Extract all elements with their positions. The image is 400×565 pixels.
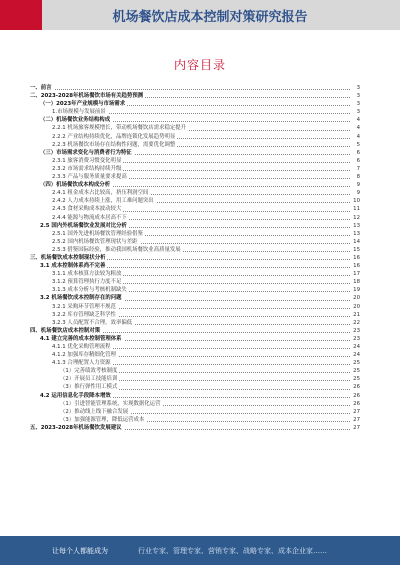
- footer-band: [0, 536, 400, 565]
- toc-entry-label: 2.4.4 能源与物流成本居高不下: [52, 214, 127, 221]
- toc-entry-page: 25: [350, 367, 360, 375]
- toc-entry-page: 16: [350, 254, 360, 262]
- toc-heading: 内容目录: [173, 58, 226, 72]
- toc-entry[interactable]: [30, 367, 360, 375]
- toc-entry-label: 4.2 运用信息化手段降本增效: [40, 392, 111, 399]
- toc-entry-label: 2.3.1 旅客消费习惯变化明显: [52, 157, 122, 164]
- toc-entry-page: 24: [350, 343, 360, 351]
- toc-entry-page: 26: [350, 383, 360, 391]
- toc-entry[interactable]: [30, 286, 360, 294]
- toc-entry[interactable]: [30, 116, 360, 124]
- toc-entry[interactable]: [30, 165, 360, 173]
- toc-entry-label: 3.1.1 成本核算方法较为粗放: [52, 271, 122, 278]
- toc-entry[interactable]: [30, 222, 360, 230]
- toc-entry-page: 3: [350, 100, 360, 108]
- toc-entry-page: 27: [350, 416, 360, 424]
- toc-entry[interactable]: [30, 214, 360, 222]
- toc-entry[interactable]: [30, 416, 360, 424]
- toc-entry-label: 一、前言: [30, 85, 52, 91]
- toc-entry[interactable]: [30, 149, 360, 157]
- toc-entry-label: 2.2.1 机场旅客规模增长，带动机场餐饮店需求稳定提升: [52, 125, 187, 132]
- toc-entry-page: 13: [350, 230, 360, 238]
- toc-entry-page: 19: [350, 286, 360, 294]
- toc-entry[interactable]: [30, 343, 360, 351]
- toc-entry-label: 2.3.3 产品与服务质量要求提高: [52, 174, 127, 181]
- toc-entry[interactable]: [30, 230, 360, 238]
- toc-entry[interactable]: [30, 181, 360, 189]
- toc-entry-label: 4.1.2 加强库存精细化管理: [52, 352, 116, 359]
- toc-entry-page: 18: [350, 278, 360, 286]
- toc-entry-label: （三）市场需求变化与消费者行为特征: [40, 149, 132, 156]
- toc-entry-page: 7: [350, 165, 360, 173]
- toc-entry-page: 27: [350, 408, 360, 416]
- toc-entry-label: 3.2 机场餐饮成本控制存在的问题: [40, 295, 122, 302]
- toc-entry[interactable]: [30, 124, 360, 132]
- toc-entry[interactable]: [30, 141, 360, 149]
- toc-entry-page: 10: [350, 197, 360, 205]
- toc-entry-label: 3.1.3 成本分析与考核机制缺失: [52, 287, 127, 294]
- toc-entry[interactable]: [30, 375, 360, 383]
- header-band: [0, 0, 400, 30]
- toc-entry-page: 27: [350, 424, 360, 432]
- toc-entry-label: （四）机场餐饮成本构成分析: [40, 182, 111, 189]
- toc-entry-label: 四、机场餐饮店成本控制对策: [30, 327, 101, 334]
- toc-entry-label: 3.1 成本控制体系尚不完善: [40, 263, 106, 270]
- toc-entry-label: （2）推动线上线下融合发展: [60, 408, 129, 415]
- toc-entry-label: 三、机场餐饮成本控制现状分析: [30, 254, 106, 261]
- toc-entry-label: 二、2023-2028年机场餐饮市场有关趋势预测: [30, 93, 144, 100]
- toc-entry-label: （3）推行弹性用工模式: [60, 384, 118, 391]
- toc-entry-label: 4.1 建立完善的成本控制管理体系: [40, 335, 122, 342]
- toc-entry-page: 25: [350, 359, 360, 367]
- toc-entry-page: 9: [350, 189, 360, 197]
- toc-entry-page: 13: [350, 222, 360, 230]
- toc-entry-page: 25: [350, 375, 360, 383]
- toc-entry[interactable]: [30, 319, 360, 327]
- toc-entry-page: 4: [350, 133, 360, 141]
- toc-entry-page: 24: [350, 351, 360, 359]
- toc-entry-label: 4.1.3 合理配置人力资源: [52, 360, 111, 367]
- toc-entry-page: 4: [350, 116, 360, 124]
- footer-slogan: 让每个人都能成为: [52, 546, 108, 555]
- toc-entry-page: 6: [350, 157, 360, 165]
- toc-entry-label: 2.5.2 国内机场餐饮管理现状与差距: [52, 238, 138, 245]
- toc-entry-label: （1）引进智能管理系统，实现数据化运营: [60, 400, 161, 407]
- toc-entry-label: （2）开展员工技能培训: [60, 376, 118, 383]
- toc-entry-page: 20: [350, 294, 360, 302]
- toc-entry-label: 4.1.1 优化采购管理流程: [52, 344, 111, 350]
- table-of-contents: [30, 84, 360, 432]
- header-accent-block: [0, 0, 42, 30]
- toc-entry[interactable]: [30, 84, 360, 92]
- toc-entry-page: 9: [350, 181, 360, 189]
- toc-entry-page: 22: [350, 319, 360, 327]
- toc-entry[interactable]: [30, 108, 360, 116]
- toc-entry[interactable]: [30, 246, 360, 254]
- toc-entry-label: 2.4.1 租金成本占比较高，挤压利润空间: [52, 190, 149, 197]
- toc-entry-label: 五、2023-2028年机场餐饮发展建议: [30, 424, 122, 431]
- toc-entry[interactable]: [30, 197, 360, 205]
- toc-entry-page: 17: [350, 270, 360, 278]
- toc-entry[interactable]: [30, 238, 360, 246]
- toc-entry[interactable]: [30, 359, 360, 367]
- toc-entry-label: 2.5.3 借鉴国际经验，推动我国机场餐饮业高质量发展: [52, 246, 181, 253]
- toc-entry-page: 15: [350, 246, 360, 254]
- footer-tagline: 行业专家、管理专家、营销专家、战略专家、成本企业家……: [138, 546, 327, 555]
- toc-entry[interactable]: [30, 133, 360, 141]
- toc-entry-page: 23: [350, 335, 360, 343]
- toc-entry-label: 2.2.2 产业结构持续优化，品牌连锁化发展趋势明显: [52, 133, 176, 140]
- toc-entry[interactable]: [30, 173, 360, 181]
- toc-entry[interactable]: [30, 335, 360, 343]
- toc-entry[interactable]: [30, 92, 360, 100]
- toc-entry-page: 21: [350, 311, 360, 319]
- toc-entry[interactable]: [30, 351, 360, 359]
- toc-entry[interactable]: [30, 254, 360, 262]
- toc-entry-label: 2.4.2 人力成本持续上涨，用工难问题突出: [52, 198, 154, 205]
- toc-entry-page: 23: [350, 327, 360, 335]
- toc-entry-label: （1）完善绩效考核制度: [60, 368, 118, 375]
- toc-entry[interactable]: [30, 408, 360, 416]
- toc-entry[interactable]: [30, 303, 360, 311]
- toc-entry-page: 14: [350, 238, 360, 246]
- toc-entry[interactable]: [30, 294, 360, 302]
- toc-entry-page: 6: [350, 149, 360, 157]
- toc-entry[interactable]: [30, 400, 360, 408]
- toc-entry-page: 5: [350, 141, 360, 149]
- toc-entry-label: （3）加强能源管理，降低运营成本: [60, 416, 145, 423]
- toc-leader-dots: [30, 89, 350, 90]
- toc-entry[interactable]: [30, 100, 360, 108]
- toc-entry-label: 2.2.3 机场餐饮市场存在结构性问题，需要优化调整: [52, 141, 176, 148]
- toc-entry[interactable]: [30, 392, 360, 400]
- toc-entry[interactable]: [30, 270, 360, 278]
- toc-entry-label: 2.4.3 食材采购成本波动较大: [52, 206, 122, 213]
- toc-entry[interactable]: [30, 327, 360, 335]
- toc-entry-page: 20: [350, 303, 360, 311]
- toc-entry-label: （二）机场餐饮业务结构构成: [40, 117, 111, 124]
- toc-entry-page: 3: [350, 92, 360, 100]
- toc-entry-page: 16: [350, 262, 360, 270]
- toc-entry-page: 26: [350, 392, 360, 400]
- toc-entry-page: 8: [350, 173, 360, 181]
- toc-entry[interactable]: [30, 157, 360, 165]
- toc-entry-label: 2.5.1 国外先进机场餐饮管理经验借鉴: [52, 230, 143, 237]
- toc-entry-page: 4: [350, 124, 360, 132]
- toc-entry-label: 2.3.2 市场需求结构持续升级: [52, 165, 122, 172]
- toc-entry-label: （一）2023年产业规模与市场需求: [40, 101, 126, 108]
- toc-entry-label: 3.2.2 库存管理缺乏科学性: [52, 311, 116, 318]
- toc-entry-label: 3.2.1 采购环节管理不规范: [52, 303, 116, 310]
- toc-entry-page: 12: [350, 214, 360, 222]
- toc-entry[interactable]: [30, 262, 360, 270]
- toc-entry-label: 2.5 国内外机场餐饮业发展对比分析: [40, 222, 127, 229]
- report-title: 机场餐饮店成本控制对策研究报告: [112, 10, 308, 25]
- toc-entry[interactable]: [30, 189, 360, 197]
- toc-entry[interactable]: [30, 205, 360, 213]
- toc-entry-page: 3: [350, 108, 360, 116]
- toc-entry-page: 3: [350, 84, 360, 92]
- toc-entry[interactable]: [30, 311, 360, 319]
- toc-entry-label: 1.市场规模与发展前景: [52, 109, 106, 116]
- toc-entry-page: 26: [350, 400, 360, 408]
- toc-entry[interactable]: [30, 383, 360, 391]
- toc-entry[interactable]: [30, 424, 360, 432]
- toc-entry-page: 11: [350, 205, 360, 213]
- toc-entry-label: 3.2.3 人员配置不合理，效率偏低: [52, 319, 133, 326]
- toc-entry[interactable]: [30, 278, 360, 286]
- toc-entry-label: 3.1.2 预算管理执行力度不足: [52, 279, 122, 286]
